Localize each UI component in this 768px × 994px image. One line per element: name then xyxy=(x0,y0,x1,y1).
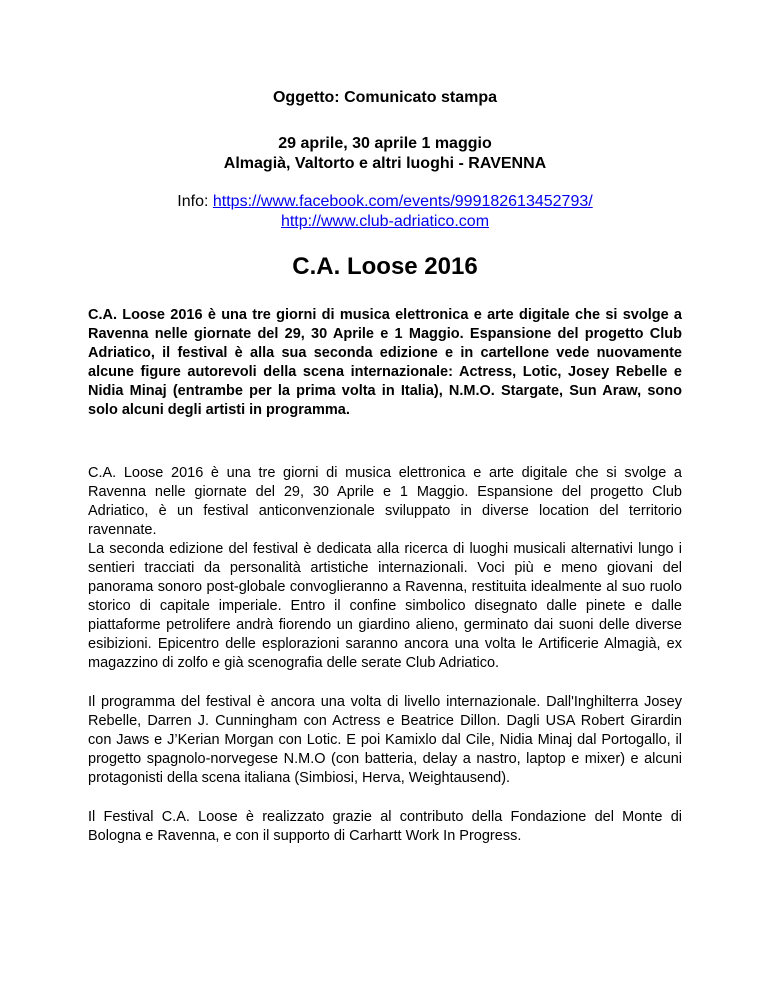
body-paragraph-3: Il programma del festival è ancora una volta di livello internazionale. Dall'Inghilterra Josey Rebelle, Darren J. Cunningham con Actress e Beatrice Dillon. Dagli USA Robert Girardin con Jaws e J’Kerian Morgan con Lotic. E poi Kamixlo dal Cile, Nidia Minaj dal Portogallo, il progetto spagnolo-norvegese N.M.O (con batteria, delay a nastro, laptop e mixer) e alcuni protagonisti della scena italiana (Simbiosi, Herva, Weightausend). xyxy=(88,694,682,786)
body-paragraph-1: C.A. Loose 2016 è una tre giorni di musica elettronica e arte digitale che si svolge a Ravenna nelle giornate del 29, 30 Aprile e 1 Maggio. Espansione del progetto Club Adriatico, è un festival anticonvenzionale sviluppato in diverse location del territorio ravennate. xyxy=(88,465,682,538)
info-line-site xyxy=(88,212,682,232)
subject-line: Oggetto: Comunicato stampa xyxy=(272,89,497,106)
info-line-facebook xyxy=(88,192,682,212)
club-adriatico-link[interactable]: http://www.club-adriatico.com xyxy=(280,213,490,230)
event-places: Almagià, Valtorto e altri luoghi - RAVENNA xyxy=(223,155,547,172)
intro-paragraph: C.A. Loose 2016 è una tre giorni di musica elettronica e arte digitale che si svolge a Ravenna nelle giornate del 29, 30 Aprile e 1 Maggio. Espansione del progetto Club Adriatico, il festival è alla sua seconda edizione e in cartellone vede nuovamente alcune figure autorevoli della scena internazionale: Actress, Lotic, Josey Rebelle e Nidia Minaj (entrambe per la prima volta in Italia), N.M.O. Stargate, Sun Araw, sono solo alcuni degli artisti in programma. xyxy=(88,307,682,418)
body-paragraph-2: La seconda edizione del festival è dedicata alla ricerca di luoghi musicali alternativi lungo i sentieri tracciati da personalità artistiche internazionali. Voci più e meno giovani del panorama sonoro post-globale convoglieranno a Ravenna, restituita idealmente al suo ruolo storico di capitale imperiale. Entro il confine simbolico disegnato dalle pinete e dalle piattaforme petrolifere andrà fiorendo un giardino alieno, germinato dai suoni delle diverse esibizioni. Epicentro delle esplorazioni saranno ancora una volta le Artificerie Almagià, ex magazzino di zolfo e già scenografia delle serate Club Adriatico. xyxy=(88,541,682,671)
event-dates-block xyxy=(88,134,682,174)
event-dates: 29 aprile, 30 aprile 1 maggio xyxy=(278,135,492,152)
info-block xyxy=(88,192,682,232)
info-label: Info: xyxy=(177,193,213,210)
body-paragraph-4: Il Festival C.A. Loose è realizzato grazie al contributo della Fondazione del Monte di Bologna e Ravenna, e con il supporto di Carhartt Work In Progress. xyxy=(88,809,682,844)
document-title: C.A. Loose 2016 xyxy=(292,253,478,280)
facebook-event-link[interactable]: https://www.facebook.com/events/999182613452793/ xyxy=(212,193,593,210)
